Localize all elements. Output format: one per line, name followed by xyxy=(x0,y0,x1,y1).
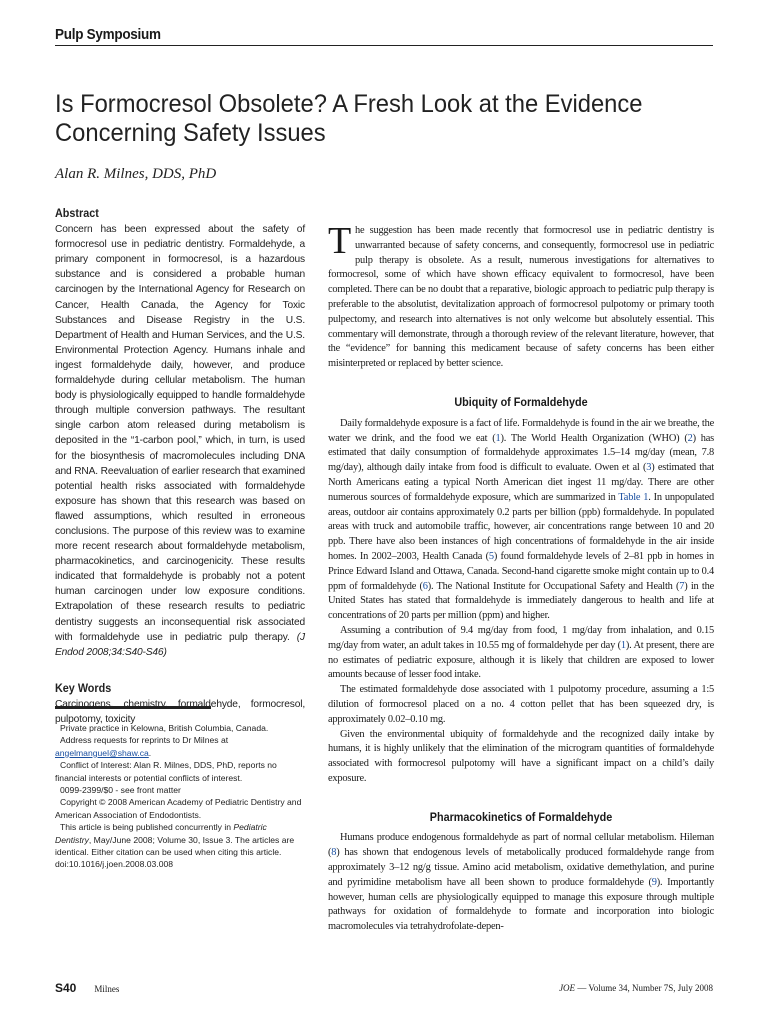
ref-link[interactable]: 2 xyxy=(687,432,693,444)
ref-link[interactable]: 6 xyxy=(422,580,428,592)
journal-issue: — Volume 34, Number 7S, July 2008 xyxy=(575,983,713,993)
ubiquity-paragraph-3: The estimated formaldehyde dose associated with 1 pulpotomy procedure, assuming a 1:5 dilution of formocresol placed on a no. 4 cotton pellet that has been squeezed dry, is approximately 0.02–0.10 mg. xyxy=(328,684,714,725)
ref-link[interactable]: 1 xyxy=(620,639,626,651)
left-column xyxy=(55,206,305,727)
footer-right xyxy=(559,983,713,993)
keywords-heading: Key Words xyxy=(55,680,112,695)
ubiquity-paragraph-2: Assuming a contribution of 9.4 mg/day from food, 1 mg/day from inhalation, and 0.15 mg/day from water, an adult takes in 10.55 mg of formaldehyde per day (1). At present, there are no estimates of pediatric exposure, although it is likely that children are exposed to lower amounts because of lesser food intake. xyxy=(328,624,714,681)
email-link[interactable]: angelmanguel@shaw.ca xyxy=(55,747,149,758)
author-byline: Alan R. Milnes, DDS, PhD xyxy=(55,166,217,182)
abstract-text: Concern has been expressed about the safety of formocresol use in pediatric dentistry. Formaldehyde, a primary component in formocresol, is a hazardous substance and is considered a probable human carcinogen by the International Agency for Research on Cancer, Health Canada, the Agency for Toxic Substances and Disease Registry in the U.S. Department of Health and Human Services, and the U.S. Environmental Protection Agency. Humans inhale and ingest formaldehyde daily, however, and produce formaldehyde during cellular metabolism. The human body is physiologically equipped to handle formaldehyde through multiple conversion pathways. The resultant single carbon atom released during metabolism is deposited in the “1-carbon pool,” which, in turn, is used for the biosynthesis of macromolecules including DNA and RNA. Reevaluation of earlier research that examined potential health risks associated with formaldehyde exposure has shown that this research was based on flawed assumptions, which resulted in erroneous conclusions. The purpose of this review was to examine more recent research about formaldehyde metabolism, pharmacokinetics, and carcinogenicity. These results indicated that formaldehyde is probably not a potent human carcinogen under low exposure conditions. Extrapolation of these research results to pediatric dentistry suggests an inconsequential risk associated with formaldehyde use in pediatric pulp therapy. (J Endod 2008;34:S40-S46) xyxy=(55,224,305,658)
pharma-paragraph-1: Humans produce endogenous formaldehyde as part of normal cellular metabolism. Hileman (8) has shown that endogenous levels of metabolically produced formaldehyde range from approximately 3–12 ng/g tissue. Amino acid metabolism, oxidative demethylation, and purine and pyrimidine metabolism have all been shown to produce formaldehyde (9). Importantly however, human cells are physiologically equipped to manage this exposure through multiple pathways for oxidation of formaldehyde to formate and incorporation into biologic macromolecules via tetrahydrofolate-depen- xyxy=(328,832,714,933)
journal-name: JOE xyxy=(559,983,576,993)
title-line-2: Concerning Safety Issues xyxy=(55,119,326,147)
article-title xyxy=(55,90,682,148)
title-line-1: Is Formocresol Obsolete? A Fresh Look at the Evidence xyxy=(55,90,643,118)
ref-link[interactable]: 8 xyxy=(331,847,337,859)
footnote-doi: doi:10.1016/j.joen.2008.03.008 xyxy=(55,859,174,870)
heading-pharmacokinetics: Pharmacokinetics of Formaldehyde xyxy=(429,809,613,824)
keywords-text: Carcinogens, chemistry, formaldehyde, formocresol, pulpotomy, toxicity xyxy=(55,698,305,725)
footnote-issn: 0099-2399/$0 - see front matter xyxy=(60,785,181,796)
intro-paragraph: The suggestion has been made recently that formocresol use in pediatric dentistry is unwarranted because of safety concerns, and consequently, formocresol use in pediatric pulp therapy is obsolete. As a result, numerous investigations for alternatives to formocresol, some of which have shown efficacy equivalent to formocresol, have been completed. There can be no doubt that a reparative, biologic approach to pediatric pulp therapy is preferable to the absolutist, devitalization approach of formocresol pulpotomy or primary tooth pulpectomy, and research into alternatives is not only welcome but absolutely essential. This commentary will demonstrate, through a thorough review of the relevant literature, however, that the “evidence” for banning this medicament because of safety concerns has been either misinterpreted or replaced by better science. xyxy=(328,220,714,370)
heading-ubiquity: Ubiquity of Formaldehyde xyxy=(454,394,588,409)
footnote-copyright: Copyright © 2008 American Academy of Pediatric Dentistry and American Association of Endodontists. xyxy=(55,797,302,820)
footnote-address: Address requests for reprints to Dr Milnes at angelmanguel@shaw.ca. xyxy=(55,735,229,758)
ref-link[interactable]: 3 xyxy=(646,462,652,474)
footer-author: Milnes xyxy=(94,984,120,994)
ref-link[interactable]: 9 xyxy=(651,876,657,888)
ref-link[interactable]: 1 xyxy=(495,432,501,444)
footer-left xyxy=(55,981,119,995)
footnote-rule xyxy=(55,706,211,709)
ref-link[interactable]: 7 xyxy=(679,580,685,592)
footnote-concurrent: This article is being published concurrently in Pediatric Dentistry, May/June 2008; Volume 30, Issue 3. The articles are identical. Either citation can be used when citing this article. xyxy=(55,822,295,858)
footnote-practice: Private practice in Kelowna, British Columbia, Canada. xyxy=(60,723,269,733)
abstract-citation: (J Endod 2008;34:S40-S46) xyxy=(55,631,305,658)
footnotes xyxy=(55,722,305,871)
page-number: S40 xyxy=(55,981,77,995)
drop-cap: T xyxy=(328,220,352,262)
right-column xyxy=(328,220,715,935)
ref-link[interactable]: 5 xyxy=(488,550,494,562)
section-label: Pulp Symposium xyxy=(55,26,161,43)
ubiquity-paragraph-1: Daily formaldehyde exposure is a fact of life. Formaldehyde is found in the air we breathe, the water we drink, and the food we eat (1). The World Health Organization (WHO) (2) has estimated that daily consumption of formaldehyde approximates 1.5–14 mg/day (mean, 7.8 mg/day), although daily intake from food is difficult to evaluate. Owen et al (3) estimated that North Americans eating a typical North American diet ingest 11 mg/day. There are other numerous sources of formaldehyde exposure, which are summarized in Table 1. In unpopulated areas, outdoor air contains approximately 0.2 parts per billion (ppb) formaldehyde. In populated areas with truck and automobile traffic, however, air concentrations range between 10 and 20 ppb. There have also been instances of high concentrations of formaldehyde in the air inside homes. In 2002–2003, Health Canada (5) found formaldehyde levels of 2–81 ppb in homes in Prince Edward Island and Ottawa, Canada. Second-hand cigarette smoke might contain up to 0.4 ppm of formaldehyde (6). The National Institute for Occupational Safety and Health (7) in the United States has stated that formaldehyde is immediately dangerous to health and life at concentrations of 20 parts per million (ppm) and higher. xyxy=(328,417,715,622)
footnote-conflict: Conflict of Interest: Alan R. Milnes, DDS, PhD, reports no financial interests or potential conflicts of interest. xyxy=(55,760,277,783)
abstract-heading: Abstract xyxy=(55,206,99,220)
table-1-link[interactable]: Table 1 xyxy=(618,491,649,503)
ubiquity-paragraph-4: Given the environmental ubiquity of formaldehyde and the recognized daily intake by humans, it is highly unlikely that the elimination of the microgram quantities of formaldehyde associated with formocresol pulpotomy will have a significant impact on a child’s daily exposure. xyxy=(328,728,714,784)
header-rule xyxy=(55,45,713,46)
